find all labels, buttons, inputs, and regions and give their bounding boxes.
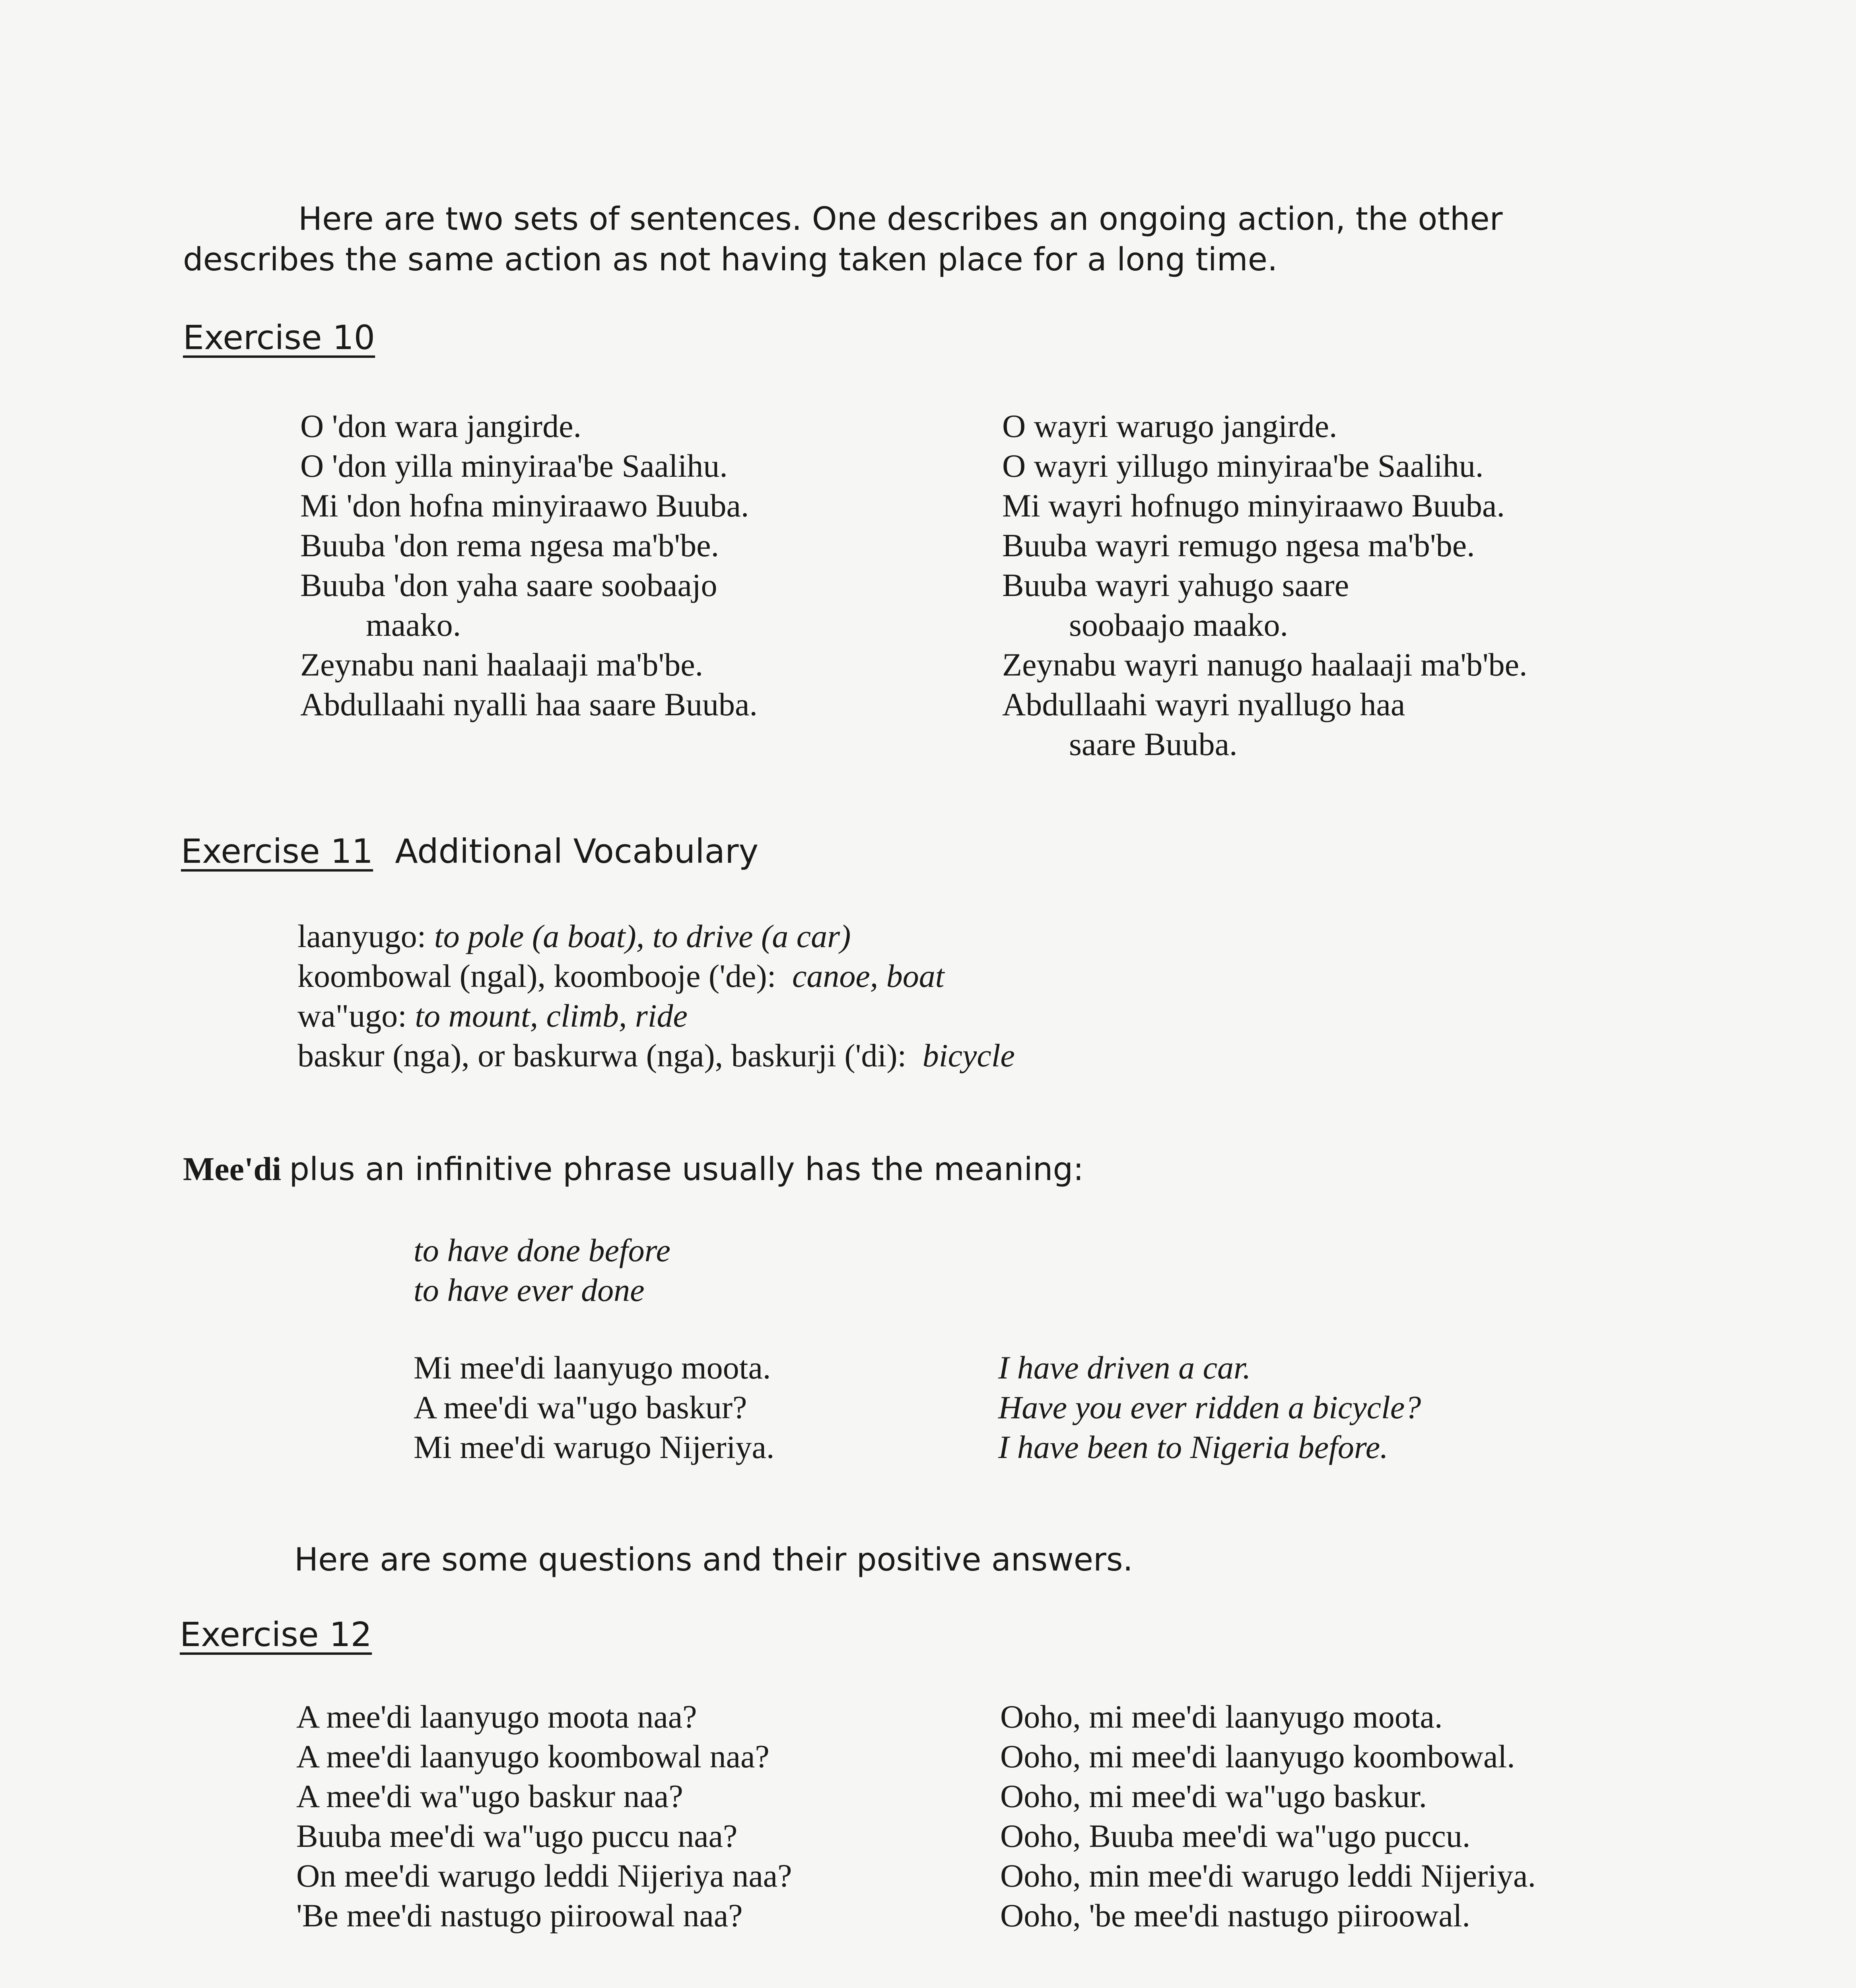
vocab-entry xyxy=(297,1036,1015,1076)
vocab-gloss: to pole (a boat), to drive (a car) xyxy=(434,918,851,954)
ex10-right-line: Mi wayri hofnugo minyiraawo Buuba. xyxy=(1002,487,1505,524)
ex10-left-line: Mi 'don hofna minyiraawo Buuba. xyxy=(300,487,749,524)
meedi-translation: I have driven a car. xyxy=(998,1349,1251,1386)
intro-line-1: Here are two sets of sentences. One describes an ongoing action, the other xyxy=(298,200,1503,237)
exercise-12-heading: Exercise 12 xyxy=(180,1615,372,1654)
ex12-question: On mee'di warugo leddi Nijeriya naa? xyxy=(296,1858,792,1894)
ex10-left-line: O 'don wara jangirde. xyxy=(300,408,581,444)
vocab-entry xyxy=(297,996,1015,1036)
ex10-right-line: Buuba wayri remugo ngesa ma'b'be. xyxy=(1002,527,1475,563)
meedi-examples-right xyxy=(998,1348,1421,1467)
meedi-intro xyxy=(183,1149,1084,1190)
meaning-line: to have done before xyxy=(414,1232,670,1268)
vocab-term: laanyugo: xyxy=(297,918,426,954)
ex10-left-line: Zeynabu nani haalaaji ma'b'be. xyxy=(300,646,704,683)
vocab-gloss: bicycle xyxy=(922,1037,1015,1074)
ex10-left-line: Abdullaahi nyalli haa saare Buuba. xyxy=(300,686,758,722)
vocab-term: baskur (nga), or baskurwa (nga), baskurji ('di): xyxy=(297,1037,907,1074)
ex12-question: A mee'di laanyugo koombowal naa? xyxy=(296,1738,770,1774)
exercise-12-questions xyxy=(296,1697,792,1936)
exercise-10-right-column xyxy=(1002,406,1528,764)
ex12-question: 'Be mee'di nastugo piiroowal naa? xyxy=(296,1897,743,1934)
ex12-answer: Ooho, 'be mee'di nastugo piiroowal. xyxy=(1000,1897,1470,1934)
exercise-10-left-column xyxy=(300,406,758,724)
intro-line-2: describes the same action as not having taken place for a long time. xyxy=(183,241,1278,278)
ex10-right-line: saare Buuba. xyxy=(1069,726,1238,762)
ex10-right-line: Zeynabu wayri nanugo haalaaji ma'b'be. xyxy=(1002,646,1528,683)
ex10-right-line: soobaajo maako. xyxy=(1069,607,1289,643)
meedi-word: Mee'di xyxy=(183,1151,282,1188)
exercise-11-vocabulary xyxy=(297,916,1015,1076)
exercise-12-answers xyxy=(1000,1697,1536,1936)
exercise-11-heading-row xyxy=(181,832,758,871)
ex12-question: A mee'di laanyugo moota naa? xyxy=(296,1699,697,1735)
exercise-11-subheading: Additional Vocabulary xyxy=(395,832,759,871)
ex12-question: Buuba mee'di wa"ugo puccu naa? xyxy=(296,1818,738,1854)
vocab-gloss: canoe, boat xyxy=(792,958,945,994)
ex12-answer: Ooho, min mee'di warugo leddi Nijeriya. xyxy=(1000,1858,1536,1894)
meedi-examples-left xyxy=(414,1348,774,1467)
meedi-translation: Have you ever ridden a bicycle? xyxy=(998,1389,1421,1425)
ex10-right-line: O wayri warugo jangirde. xyxy=(1002,408,1337,444)
ex12-answer: Ooho, mi mee'di wa"ugo baskur. xyxy=(1000,1778,1427,1814)
exercise-11-heading: Exercise 11 xyxy=(181,832,373,871)
vocab-term: koombowal (ngal), koombooje ('de): xyxy=(297,958,776,994)
meedi-example: Mi mee'di warugo Nijeriya. xyxy=(414,1429,775,1465)
ex10-left-line: Buuba 'don rema ngesa ma'b'be. xyxy=(300,527,719,563)
questions-intro: Here are some questions and their positive answers. xyxy=(294,1541,1133,1578)
meedi-example: A mee'di wa"ugo baskur? xyxy=(414,1389,747,1425)
ex12-answer: Ooho, mi mee'di laanyugo koombowal. xyxy=(1000,1738,1515,1774)
vocab-entry xyxy=(297,956,1015,996)
ex10-right-line: O wayri yillugo minyiraa'be Saalihu. xyxy=(1002,448,1484,484)
meedi-translation: I have been to Nigeria before. xyxy=(998,1429,1388,1465)
ex12-answer: Ooho, mi mee'di laanyugo moota. xyxy=(1000,1699,1443,1735)
ex12-answer: Ooho, Buuba mee'di wa"ugo puccu. xyxy=(1000,1818,1471,1854)
ex10-right-line: Abdullaahi wayri nyallugo haa xyxy=(1002,686,1405,722)
ex12-question: A mee'di wa"ugo baskur naa? xyxy=(296,1778,683,1814)
ex10-right-line: Buuba wayri yahugo saare xyxy=(1002,567,1349,603)
meedi-example: Mi mee'di laanyugo moota. xyxy=(414,1349,771,1386)
meaning-line: to have ever done xyxy=(414,1272,645,1308)
vocab-term: wa"ugo: xyxy=(297,998,407,1034)
ex10-left-line: Buuba 'don yaha saare soobaajo xyxy=(300,567,717,603)
meedi-meanings xyxy=(414,1231,670,1310)
ex10-left-line: O 'don yilla minyiraa'be Saalihu. xyxy=(300,448,728,484)
meedi-description: plus an infinitive phrase usually has the meaning: xyxy=(289,1151,1084,1188)
vocab-entry xyxy=(297,916,1015,956)
exercise-10-heading: Exercise 10 xyxy=(183,318,375,357)
vocab-gloss: to mount, climb, ride xyxy=(415,998,688,1034)
ex10-left-line: maako. xyxy=(366,607,461,643)
